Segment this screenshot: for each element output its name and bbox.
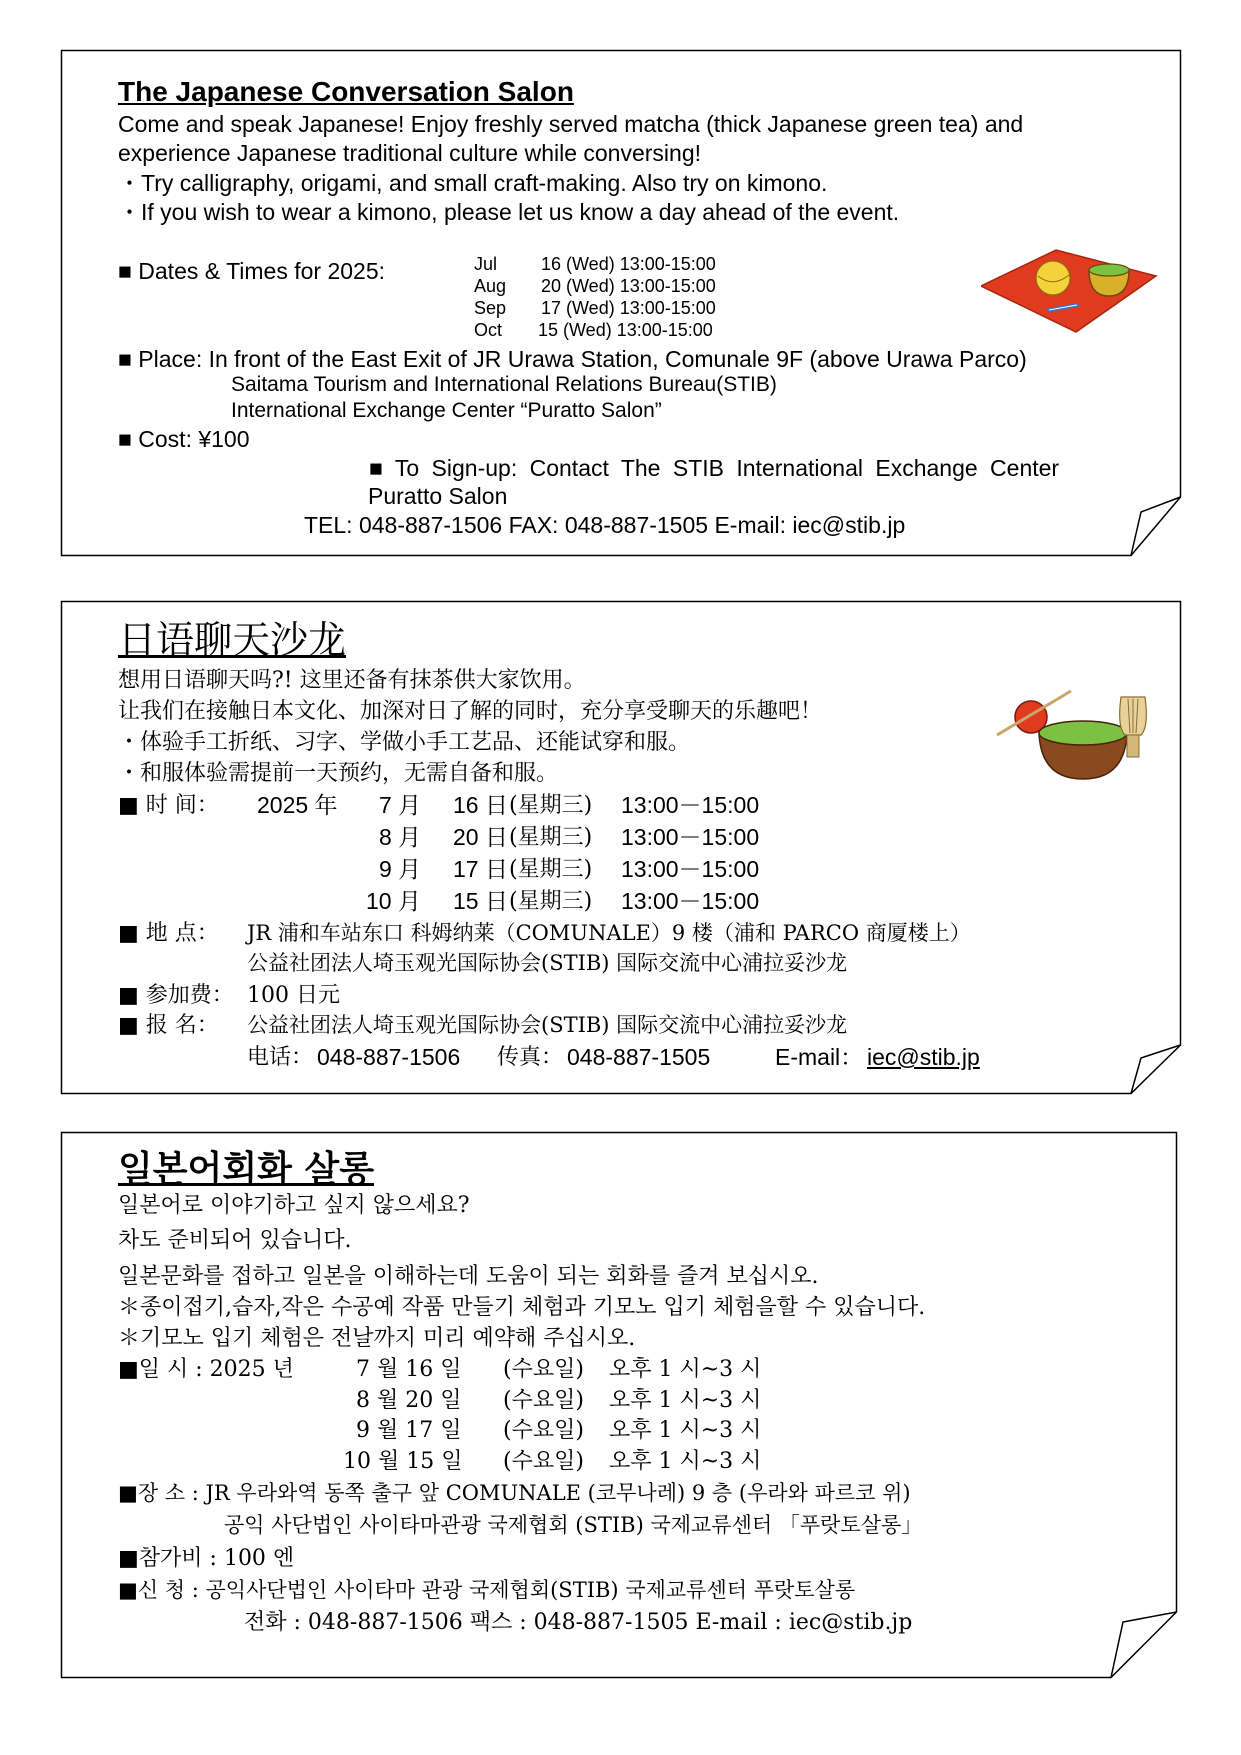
chinese-fee-label: ■ 参加费： [118, 983, 234, 1008]
chinese-tel: 048-887-1506 [317, 1044, 461, 1070]
english-intro-2: experience Japanese traditional culture while conversing! [118, 140, 702, 166]
schedule-date: 7 월 16 일 [356, 1357, 462, 1382]
english-place-2: Saitama Tourism and International Relations Bureau(STIB) [231, 373, 777, 396]
chinese-bullet-2: ・和服体验需提前一天预约，无需自备和服。 [118, 761, 559, 786]
schedule-day: 15 日 [453, 888, 508, 914]
schedule-month: 8 月 [379, 824, 422, 850]
chinese-salon-box [61, 601, 1181, 1094]
korean-date-label: ■일 시 : 2025 년 [118, 1357, 294, 1382]
schedule-date: 8 월 20 일 [356, 1388, 462, 1413]
english-place-3: International Exchange Center “Puratto Salon” [231, 399, 662, 422]
chinese-place-label: ■ 地 点： [118, 921, 219, 946]
korean-salon-box [61, 1132, 1181, 1678]
korean-line-2: 차도 준비되어 있습니다. [118, 1228, 352, 1253]
chinese-fee: 100 日元 [247, 983, 340, 1008]
english-signup-1: ■ To Sign-up: Contact The STIB International Exchange Center [369, 455, 1060, 481]
schedule-time: 오후 1 시~3 시 [609, 1449, 762, 1474]
korean-place-2: 공익 사단법인 사이타마관광 국제협회 (STIB) 국제교류센터 「푸랏토살롱」 [224, 1513, 923, 1537]
english-bullet-1: ・Try calligraphy, origami, and small craft-making. Also try on kimono. [118, 170, 828, 196]
chinese-line-2: 让我们在接触日本文化、加深对日了解的同时，充分享受聊天的乐趣吧！ [118, 699, 823, 724]
schedule-detail: 16 (Wed) 13:00-15:00 [541, 254, 716, 274]
schedule-month: Aug [474, 276, 507, 296]
schedule-date: 9 월 17 일 [356, 1418, 462, 1443]
english-cost: ■ Cost: ¥100 [118, 426, 250, 452]
english-dates-label: ■ Dates & Times for 2025: [118, 258, 386, 284]
korean-signup: ■신 청 : 공익사단법인 사이타마 관광 국제협회(STIB) 국제교류센터 푸랏토살롱 [118, 1578, 856, 1602]
schedule-weekday: (星期三) [509, 793, 593, 818]
chinese-time-label: ■ 时 间： [118, 793, 219, 818]
schedule-time: 13:00－15:00 [621, 792, 760, 818]
matcha-tray-illustration [981, 248, 1161, 336]
schedule-date: 10 월 15 일 [343, 1449, 463, 1474]
schedule-detail: 17 (Wed) 13:00-15:00 [541, 298, 716, 318]
schedule-weekday: (星期三) [509, 857, 593, 882]
schedule-day: 16 日 [453, 792, 508, 818]
schedule-month: Oct [474, 320, 503, 340]
english-bullet-2: ・If you wish to wear a kimono, please let us know a day ahead of the event. [118, 199, 900, 225]
schedule-weekday: (수요일) [503, 1418, 584, 1443]
schedule-month: Jul [474, 254, 498, 274]
schedule-weekday: (수요일) [503, 1449, 584, 1474]
chinese-place-2: 公益社团法人埼玉观光国际协会(STIB) 国际交流中心浦拉妥沙龙 [247, 951, 848, 975]
chinese-line-1: 想用日语聊天吗?! 这里还备有抹茶供大家饮用。 [118, 668, 586, 693]
english-signup-2: Puratto Salon [368, 483, 508, 509]
korean-bullet-1: ＊종이접기,습자,작은 수공예 작품 만들기 체험과 기모노 입기 체험을할 수 있습니다. [118, 1295, 926, 1320]
english-contact: TEL: 048-887-1506 FAX: 048-887-1505 E-mail: iec@stib.jp [304, 512, 906, 538]
chinese-email-link[interactable]: iec@stib.jp [867, 1044, 980, 1070]
chinese-signup: 公益社团法人埼玉观光国际协会(STIB) 国际交流中心浦拉妥沙龙 [247, 1013, 848, 1037]
schedule-time: 13:00－15:00 [621, 856, 760, 882]
schedule-month: 9 月 [379, 856, 422, 882]
chinese-email-label: E-mail： [775, 1044, 864, 1070]
schedule-weekday: (수요일) [503, 1357, 584, 1382]
schedule-month: Sep [474, 298, 507, 318]
korean-place-1: ■장 소 : JR 우라와역 동쪽 출구 앞 COMUNALE (코무나레) 9 층 (우라와 파르코 위) [118, 1481, 911, 1505]
korean-bullet-2: ＊기모노 입기 체험은 전날까지 미리 예약해 주십시오. [118, 1326, 636, 1351]
schedule-day: 20 日 [453, 824, 508, 850]
english-title: The Japanese Conversation Salon [118, 76, 574, 107]
chinese-bullet-1: ・体验手工折纸、习字、学做小手工艺品、还能试穿和服。 [118, 730, 691, 755]
schedule-time: 오후 1 시~3 시 [609, 1418, 762, 1443]
chinese-signup-label: ■ 报 名： [118, 1013, 219, 1038]
tea-bowl-illustration [991, 687, 1161, 785]
schedule-weekday: (星期三) [509, 825, 593, 850]
schedule-weekday: (星期三) [509, 889, 593, 914]
chinese-tel-label: 电话： [247, 1045, 314, 1070]
schedule-time: 13:00－15:00 [621, 824, 760, 850]
schedule-time: 오후 1 시~3 시 [609, 1357, 762, 1382]
english-salon-box [61, 50, 1181, 556]
korean-title: 일본어회화 살롱 [118, 1149, 374, 1190]
schedule-weekday: (수요일) [503, 1388, 584, 1413]
schedule-month: 7 月 [379, 792, 422, 818]
chinese-fax-label: 传真： [497, 1045, 564, 1070]
english-intro-1: Come and speak Japanese! Enjoy freshly served matcha (thick Japanese green tea) and [118, 111, 1024, 137]
korean-fee: ■참가비 : 100 엔 [118, 1546, 295, 1571]
schedule-time: 13:00－15:00 [621, 888, 760, 914]
schedule-day: 17 日 [453, 856, 508, 882]
chinese-place-1: JR 浦和车站东口 科姆纳莱（COMUNALE）9 楼（浦和 PARCO 商厦楼上） [247, 921, 971, 945]
schedule-detail: 20 (Wed) 13:00-15:00 [541, 276, 716, 296]
chinese-fax: 048-887-1505 [567, 1044, 711, 1070]
chinese-year: 2025 年 [257, 792, 338, 818]
english-place-1: ■ Place: In front of the East Exit of JR Urawa Station, Comunale 9F (above Urawa Parco) [118, 346, 1027, 372]
chinese-title: 日语聊天沙龙 [118, 618, 347, 662]
schedule-time: 오후 1 시~3 시 [609, 1388, 762, 1413]
schedule-detail: 15 (Wed) 13:00-15:00 [538, 320, 713, 340]
korean-line-1: 일본어로 이야기하고 싶지 않으세요? [118, 1193, 470, 1218]
schedule-month: 10 月 [366, 888, 421, 914]
korean-line-3: 일본문화를 접하고 일본을 이해하는데 도움이 되는 회화를 즐겨 보십시오. [118, 1264, 819, 1289]
korean-contact: 전화 : 048-887-1506 팩스 : 048-887-1505 E-mail : iec@stib.jp [244, 1610, 913, 1635]
